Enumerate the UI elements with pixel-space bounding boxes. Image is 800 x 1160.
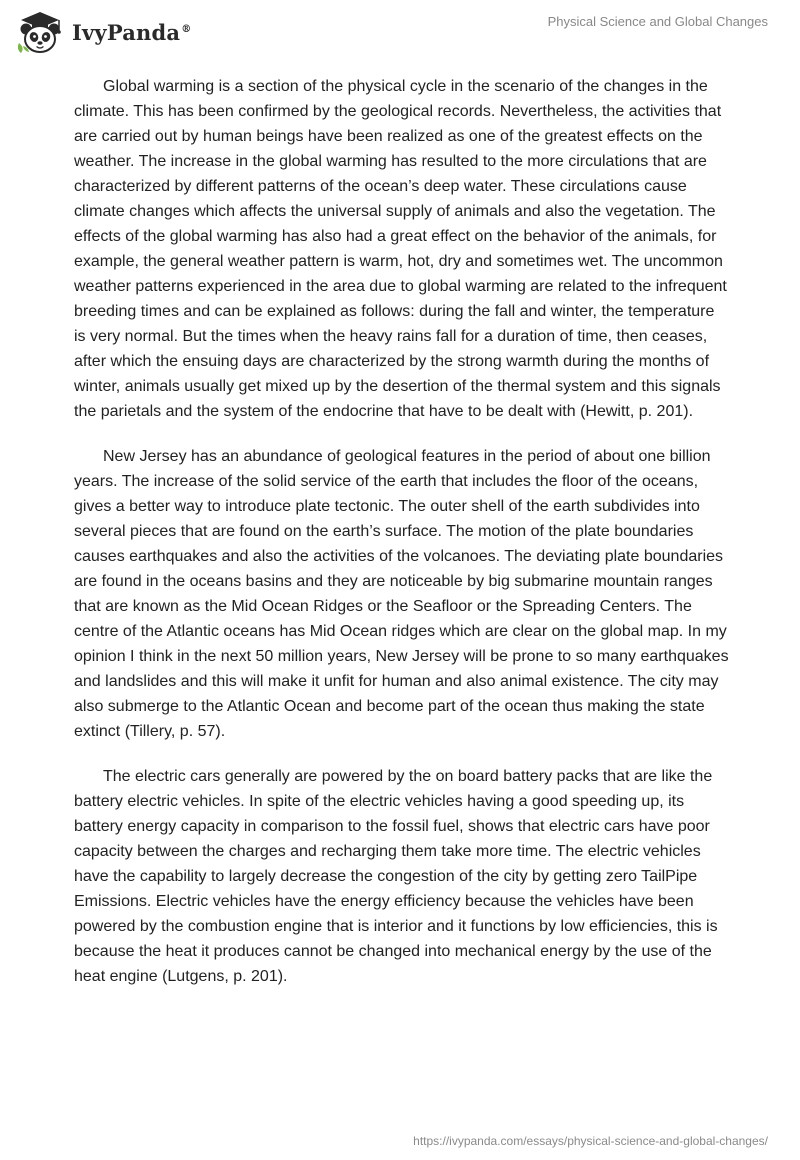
site-logo[interactable] — [14, 9, 191, 55]
paragraph-3: The electric cars generally are powered by the on board battery packs that are like the battery electric vehicles. In spite of the electric vehicles having a good speeding up, its battery energy capacity in comparison to the fossil fuel, shows that electric cars have poor capacity between the charges and recharging them take more time. The electric vehicles have the capability to largely decrease the congestion of the city by getting zero TailPipe Emissions. Electric vehicles have the energy efficiency because the vehicles have been powered by the combustion engine that is interior and it functions by low efficiencies, this is because the heat it produces cannot be changed into mechanical energy by the use of the heat engine (Lutgens, p. 201). — [74, 768, 718, 985]
paragraph-1: Global warming is a section of the physical cycle in the scenario of the changes in the climate. This has been confirmed by the geological records. Nevertheless, the activities that are carried out by human beings have been realized as one of the greatest effects on the weather. The increase in the global warming has resulted to the more circulations that are characterized by different patterns of the ocean’s deep water. These circulations cause climate changes which affects the universal supply of animals and also the vegetation. The effects of the global warming has also had a great effect on the behavior of the animals, for example, the general weather pattern is warm, hot, dry and sometimes wet. The uncommon weather patterns experienced in the area due to global warming are related to the infrequent breeding times and can be explained as follows: during the fall and winter, the temperature is very normal. But the times when the heavy rains fall for a duration of time, then ceases, after which the ensuing days are characterized by the strong warmth during the months of winter, animals usually get mixed up by the desertion of the thermal system and this signals the parietals and the system of the endocrine that have to be dealt with (Hewitt, p. 201). — [74, 78, 727, 420]
panda-logo-icon — [14, 9, 66, 55]
page-header — [0, 0, 800, 66]
logo-wordmark — [72, 20, 191, 45]
source-url[interactable]: https://ivypanda.com/essays/physical-science-and-global-changes/ — [413, 1134, 768, 1148]
logo-registered-mark: ® — [181, 23, 192, 35]
paragraph-2: New Jersey has an abundance of geological features in the period of about one billion years. The increase of the solid service of the earth that includes the floor of the oceans, gives a better way to introduce plate tectonic. The outer shell of the earth subdivides into several pieces that are found on the earth’s surface. The motion of the plate boundaries causes earthquakes and also the activities of the volcanoes. The deviating plate boundaries are found in the oceans basins and they are noticeable by big submarine mountain ranges that are known as the Mid Ocean Ridges or the Seafloor or the Spreading Centers. The centre of the Atlantic oceans has Mid Ocean ridges which are clear on the global map. In my opinion I think in the next 50 million years, New Jersey will be prone to so many earthquakes and landslides and this will make it unfit for human and also animal existence. The city may also submerge to the Atlantic Ocean and become part of the ocean thus making the state extinct (Tillery, p. 57). — [74, 448, 729, 740]
essay-body — [74, 74, 729, 1009]
logo-name: IvyPanda — [72, 19, 181, 45]
document-title: Physical Science and Global Changes — [547, 14, 768, 29]
